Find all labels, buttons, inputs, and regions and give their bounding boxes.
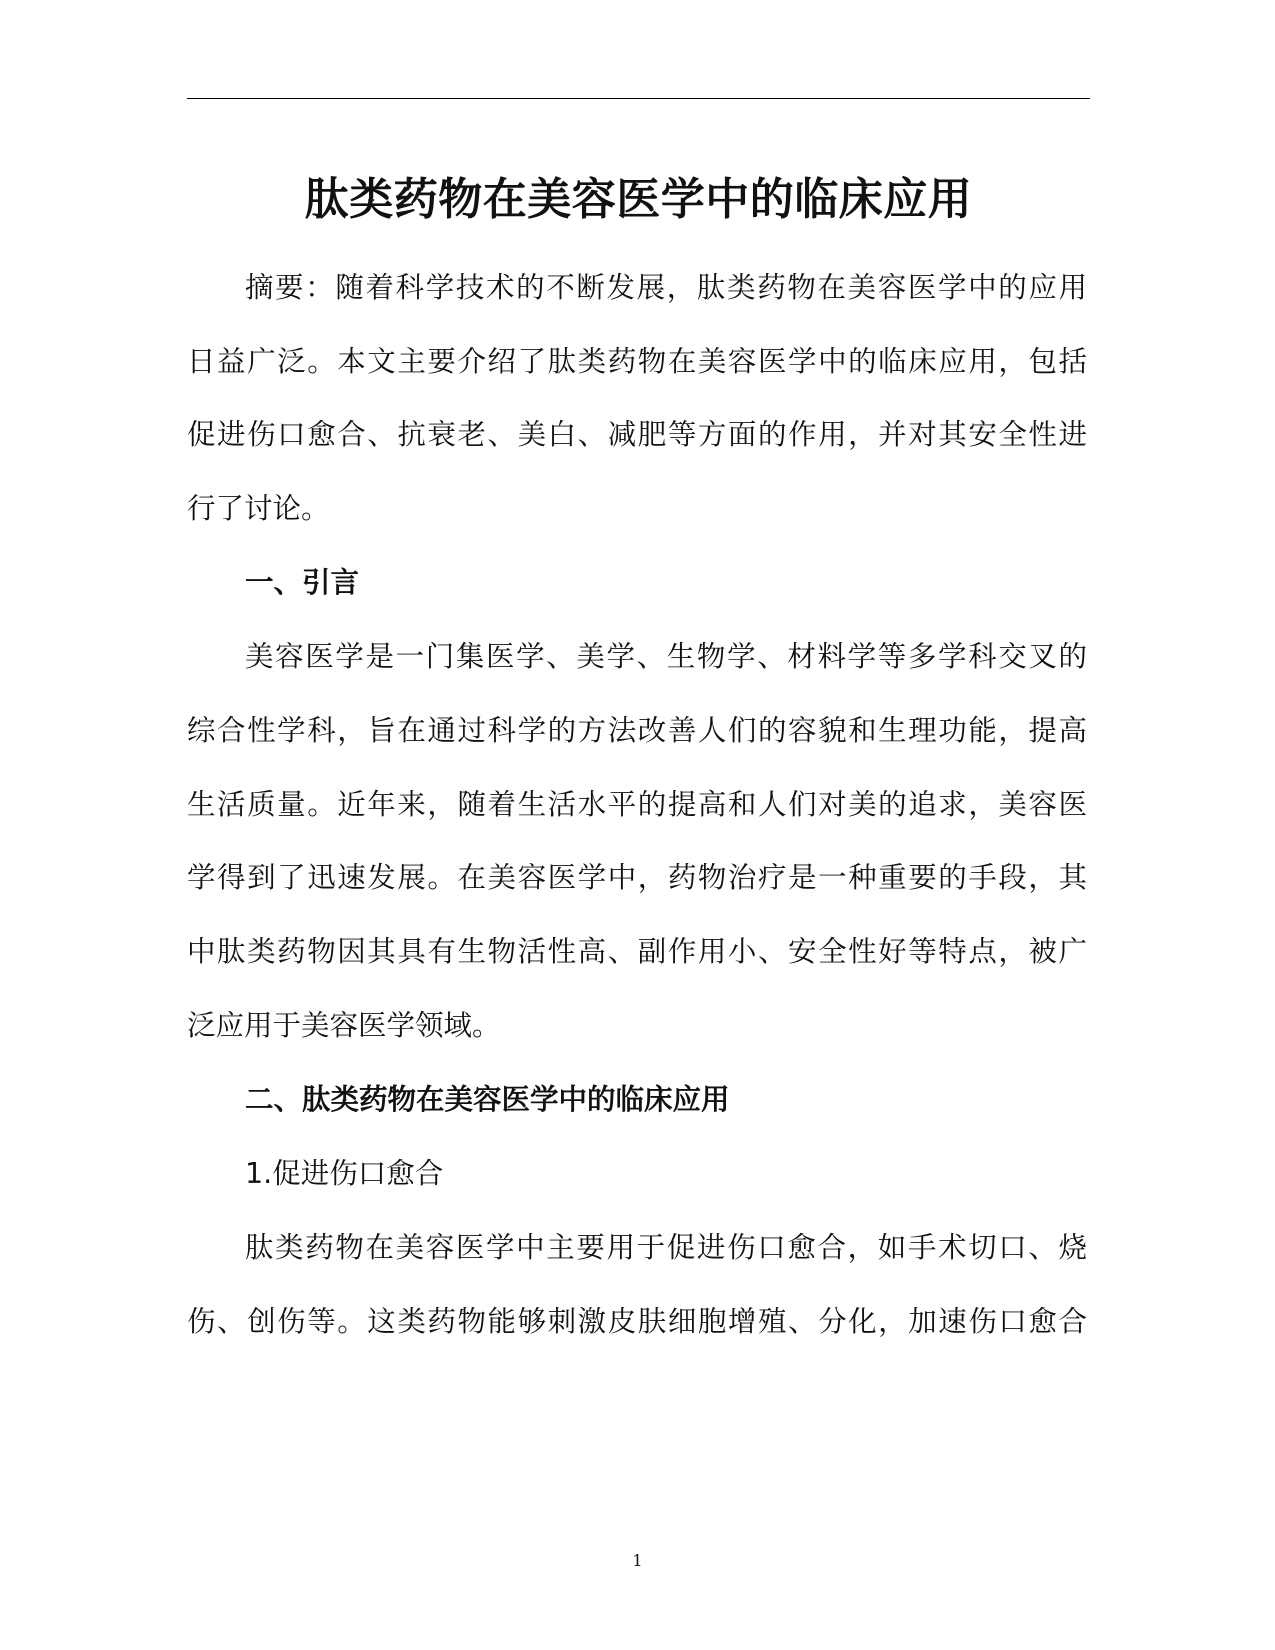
abstract-line-4: 行了讨论。	[187, 492, 330, 525]
subsection-heading-wound-healing: 1.促进伤口愈合	[245, 1157, 444, 1190]
page-number: 1	[632, 1551, 643, 1570]
paragraph-line: 学得到了迅速发展。在美容医学中，药物治疗是一种重要的手段，其	[187, 861, 1087, 894]
paragraph-line: 生活质量。近年来，随着生活水平的提高和人们对美的追求，美容医	[187, 788, 1087, 821]
section-heading-introduction: 一、引言	[245, 566, 360, 599]
paragraph-line: 肽类药物在美容医学中主要用于促进伤口愈合，如手术切口、烧	[245, 1231, 1087, 1264]
paragraph-line: 中肽类药物因其具有生物活性高、副作用小、安全性好等特点，被广	[187, 935, 1087, 968]
paragraph-line: 伤、创伤等。这类药物能够刺激皮肤细胞增殖、分化，加速伤口愈合	[187, 1305, 1087, 1338]
abstract-line-2: 日益广泛。本文主要介绍了肽类药物在美容医学中的临床应用，包括	[187, 345, 1087, 378]
document-title: 肽类药物在美容医学中的临床应用	[304, 174, 973, 225]
paragraph-line: 美容医学是一门集医学、美学、生物学、材料学等多学科交叉的	[245, 640, 1087, 673]
abstract-line-3: 促进伤口愈合、抗衰老、美白、减肥等方面的作用，并对其安全性进	[187, 418, 1087, 451]
section-heading-clinical-application: 二、肽类药物在美容医学中的临床应用	[245, 1083, 730, 1116]
paragraph-line: 泛应用于美容医学领域。	[187, 1009, 501, 1042]
abstract-line-1: 摘要：随着科学技术的不断发展，肽类药物在美容医学中的应用	[245, 271, 1087, 304]
paragraph-line: 综合性学科，旨在通过科学的方法改善人们的容貌和生理功能，提高	[187, 714, 1087, 747]
header-rule	[187, 98, 1090, 99]
